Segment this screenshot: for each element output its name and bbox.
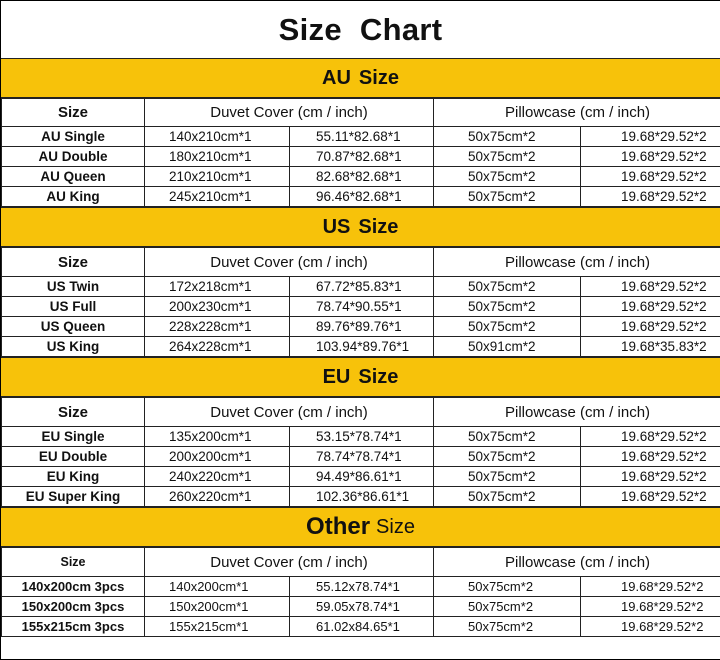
pillow-cm-cell: 50x75cm*2 bbox=[434, 297, 581, 317]
duvet-inch-cell: 102.36*86.61*1 bbox=[290, 487, 434, 507]
section-suffix: Size bbox=[376, 515, 415, 538]
pillow-inch-cell: 19.68*29.52*2 bbox=[581, 427, 720, 447]
duvet-cm-cell: 150x200cm*1 bbox=[145, 597, 290, 617]
size-name-cell: 140x200cm 3pcs bbox=[2, 577, 145, 597]
column-header-pillowcase: Pillowcase (cm / inch) bbox=[434, 398, 720, 427]
pillow-inch-cell: 19.68*29.52*2 bbox=[581, 617, 720, 637]
pillow-inch-cell: 19.68*29.52*2 bbox=[581, 147, 720, 167]
size-name-cell: US Full bbox=[2, 297, 145, 317]
duvet-inch-cell: 67.72*85.83*1 bbox=[290, 277, 434, 297]
size-name-cell: US Twin bbox=[2, 277, 145, 297]
table-row bbox=[2, 147, 720, 167]
table-row bbox=[2, 337, 720, 357]
column-header-size: Size bbox=[2, 99, 145, 127]
table-row bbox=[2, 467, 720, 487]
title-word-chart: Chart bbox=[359, 11, 443, 47]
duvet-inch-cell: 55.12x78.74*1 bbox=[290, 577, 434, 597]
size-name-cell: AU Double bbox=[2, 147, 145, 167]
size-name-cell: AU Single bbox=[2, 127, 145, 147]
duvet-inch-cell: 78.74*78.74*1 bbox=[290, 447, 434, 467]
section-header-au bbox=[1, 58, 720, 98]
duvet-cm-cell: 172x218cm*1 bbox=[145, 277, 290, 297]
column-header-duvet: Duvet Cover (cm / inch) bbox=[145, 398, 434, 427]
table-row bbox=[2, 597, 720, 617]
duvet-inch-cell: 55.11*82.68*1 bbox=[290, 127, 434, 147]
column-header-size: Size bbox=[2, 248, 145, 277]
pillow-inch-cell: 19.68*29.52*2 bbox=[581, 187, 720, 207]
duvet-cm-cell: 210x210cm*1 bbox=[145, 167, 290, 187]
size-name-cell: 150x200cm 3pcs bbox=[2, 597, 145, 617]
table-row bbox=[2, 487, 720, 507]
pillow-cm-cell: 50x75cm*2 bbox=[434, 187, 581, 207]
pillow-inch-cell: 19.68*29.52*2 bbox=[581, 277, 720, 297]
duvet-cm-cell: 245x210cm*1 bbox=[145, 187, 290, 207]
size-table-other bbox=[1, 547, 720, 637]
column-header-duvet: Duvet Cover (cm / inch) bbox=[145, 248, 434, 277]
duvet-inch-cell: 70.87*82.68*1 bbox=[290, 147, 434, 167]
pillow-cm-cell: 50x75cm*2 bbox=[434, 277, 581, 297]
size-table-us bbox=[1, 247, 720, 357]
table-row bbox=[2, 277, 720, 297]
pillow-cm-cell: 50x75cm*2 bbox=[434, 427, 581, 447]
table-header-row bbox=[2, 548, 720, 577]
size-table-eu bbox=[1, 397, 720, 507]
pillow-cm-cell: 50x75cm*2 bbox=[434, 147, 581, 167]
duvet-cm-cell: 135x200cm*1 bbox=[145, 427, 290, 447]
size-name-cell: EU Super King bbox=[2, 487, 145, 507]
page-title bbox=[1, 1, 720, 58]
size-name-cell: EU Single bbox=[2, 427, 145, 447]
pillow-inch-cell: 19.68*29.52*2 bbox=[581, 577, 720, 597]
section-name: Other bbox=[306, 513, 371, 540]
size-name-cell: EU Double bbox=[2, 447, 145, 467]
pillow-cm-cell: 50x75cm*2 bbox=[434, 167, 581, 187]
pillow-cm-cell: 50x75cm*2 bbox=[434, 127, 581, 147]
pillow-cm-cell: 50x75cm*2 bbox=[434, 467, 581, 487]
table-row bbox=[2, 127, 720, 147]
table-row bbox=[2, 447, 720, 467]
duvet-cm-cell: 155x215cm*1 bbox=[145, 617, 290, 637]
sections-container bbox=[1, 58, 720, 637]
duvet-cm-cell: 228x228cm*1 bbox=[145, 317, 290, 337]
size-table-au bbox=[1, 98, 720, 207]
pillow-cm-cell: 50x75cm*2 bbox=[434, 597, 581, 617]
pillow-cm-cell: 50x75cm*2 bbox=[434, 447, 581, 467]
duvet-inch-cell: 103.94*89.76*1 bbox=[290, 337, 434, 357]
section-suffix: Size bbox=[358, 66, 399, 89]
duvet-cm-cell: 180x210cm*1 bbox=[145, 147, 290, 167]
size-name-cell: EU King bbox=[2, 467, 145, 487]
duvet-inch-cell: 94.49*86.61*1 bbox=[290, 467, 434, 487]
pillow-inch-cell: 19.68*29.52*2 bbox=[581, 597, 720, 617]
pillow-inch-cell: 19.68*35.83*2 bbox=[581, 337, 720, 357]
pillow-cm-cell: 50x91cm*2 bbox=[434, 337, 581, 357]
duvet-cm-cell: 264x228cm*1 bbox=[145, 337, 290, 357]
table-row bbox=[2, 187, 720, 207]
pillow-inch-cell: 19.68*29.52*2 bbox=[581, 447, 720, 467]
duvet-inch-cell: 59.05x78.74*1 bbox=[290, 597, 434, 617]
table-row bbox=[2, 427, 720, 447]
duvet-cm-cell: 240x220cm*1 bbox=[145, 467, 290, 487]
table-row bbox=[2, 167, 720, 187]
table-row bbox=[2, 317, 720, 337]
pillow-cm-cell: 50x75cm*2 bbox=[434, 487, 581, 507]
section-name: US bbox=[322, 215, 351, 238]
column-header-duvet: Duvet Cover (cm / inch) bbox=[145, 99, 434, 127]
size-name-cell: 155x215cm 3pcs bbox=[2, 617, 145, 637]
section-header-eu bbox=[1, 357, 720, 397]
duvet-cm-cell: 140x210cm*1 bbox=[145, 127, 290, 147]
column-header-size: Size bbox=[2, 398, 145, 427]
table-row bbox=[2, 297, 720, 317]
column-header-size: Size bbox=[2, 548, 145, 577]
duvet-inch-cell: 82.68*82.68*1 bbox=[290, 167, 434, 187]
duvet-inch-cell: 89.76*89.76*1 bbox=[290, 317, 434, 337]
duvet-inch-cell: 96.46*82.68*1 bbox=[290, 187, 434, 207]
pillow-inch-cell: 19.68*29.52*2 bbox=[581, 167, 720, 187]
section-header-us bbox=[1, 207, 720, 247]
table-header-row bbox=[2, 248, 720, 277]
section-name: AU bbox=[322, 66, 351, 89]
duvet-inch-cell: 78.74*90.55*1 bbox=[290, 297, 434, 317]
section-name: EU bbox=[322, 365, 351, 388]
table-row bbox=[2, 577, 720, 597]
table-row bbox=[2, 617, 720, 637]
duvet-cm-cell: 200x230cm*1 bbox=[145, 297, 290, 317]
duvet-cm-cell: 260x220cm*1 bbox=[145, 487, 290, 507]
pillow-cm-cell: 50x75cm*2 bbox=[434, 617, 581, 637]
size-name-cell: US Queen bbox=[2, 317, 145, 337]
size-name-cell: AU Queen bbox=[2, 167, 145, 187]
pillow-inch-cell: 19.68*29.52*2 bbox=[581, 467, 720, 487]
column-header-pillowcase: Pillowcase (cm / inch) bbox=[434, 248, 720, 277]
column-header-pillowcase: Pillowcase (cm / inch) bbox=[434, 548, 720, 577]
table-header-row bbox=[2, 99, 720, 127]
duvet-inch-cell: 53.15*78.74*1 bbox=[290, 427, 434, 447]
column-header-duvet: Duvet Cover (cm / inch) bbox=[145, 548, 434, 577]
title-word-size: Size bbox=[278, 11, 342, 47]
section-header-other bbox=[1, 507, 720, 547]
pillow-cm-cell: 50x75cm*2 bbox=[434, 577, 581, 597]
section-suffix: Size bbox=[358, 215, 399, 238]
duvet-inch-cell: 61.02x84.65*1 bbox=[290, 617, 434, 637]
size-name-cell: AU King bbox=[2, 187, 145, 207]
pillow-inch-cell: 19.68*29.52*2 bbox=[581, 297, 720, 317]
pillow-cm-cell: 50x75cm*2 bbox=[434, 317, 581, 337]
pillow-inch-cell: 19.68*29.52*2 bbox=[581, 127, 720, 147]
duvet-cm-cell: 140x200cm*1 bbox=[145, 577, 290, 597]
duvet-cm-cell: 200x200cm*1 bbox=[145, 447, 290, 467]
table-header-row bbox=[2, 398, 720, 427]
size-name-cell: US King bbox=[2, 337, 145, 357]
section-suffix: Size bbox=[358, 365, 399, 388]
pillow-inch-cell: 19.68*29.52*2 bbox=[581, 317, 720, 337]
column-header-pillowcase: Pillowcase (cm / inch) bbox=[434, 99, 720, 127]
pillow-inch-cell: 19.68*29.52*2 bbox=[581, 487, 720, 507]
